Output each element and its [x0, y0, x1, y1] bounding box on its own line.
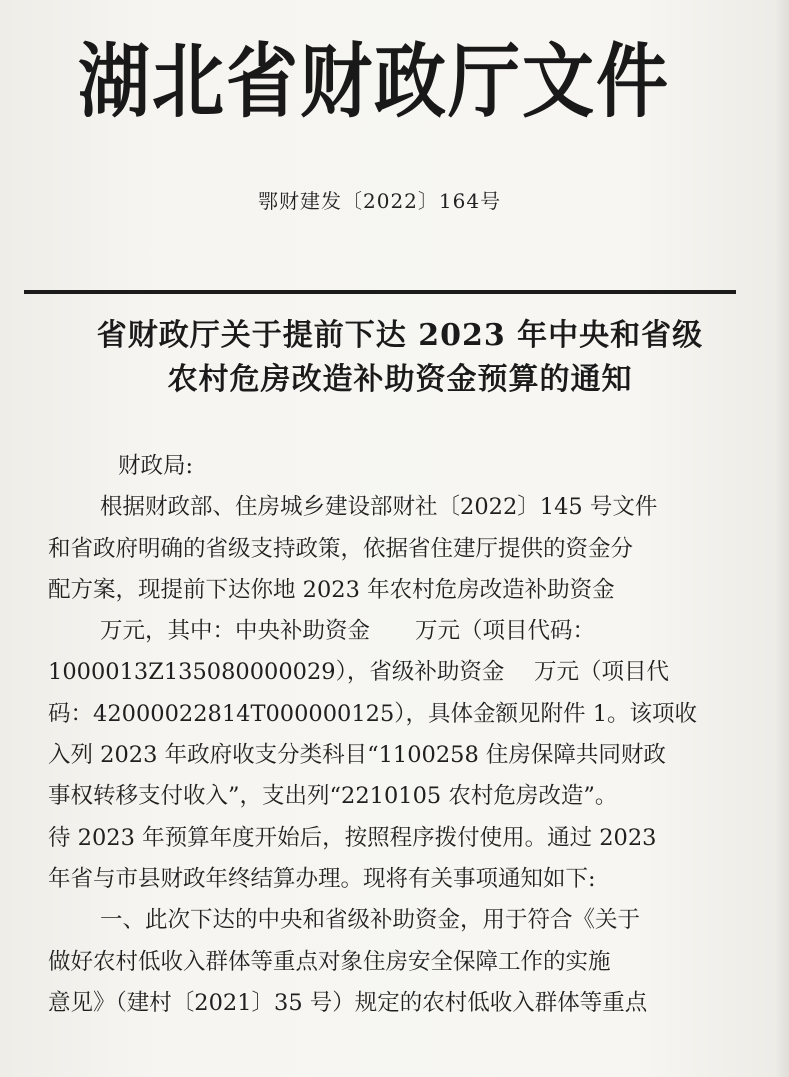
body-line: 配方案，现提前下达你地 2023 年农村危房改造补助资金 [48, 576, 615, 603]
body-line: 待 2023 年预算年度开始后，按照程序拨付使用。通过 2023 [48, 824, 657, 851]
page-edge-shadow [775, 0, 789, 1077]
body-line: 入列 2023 年政府收支分类科目“1100258 住房保障共同财政 [48, 742, 666, 769]
body-line: 码：42000022814T000000125），具体金额见附件 1。该项收 [48, 700, 698, 727]
notice-body [48, 446, 728, 1024]
body-line: 和省政府明确的省级支持政策，依据省住建厅提供的资金分 [48, 535, 634, 562]
body-line: 一、此次下达的中央和省级补助资金，用于符合《关于 [100, 907, 641, 934]
body-line: 1000013Z135080000029），省级补助资金 万元（项目代 [48, 659, 670, 686]
body-line: 万元，其中：中央补助资金 万元（项目代码： [100, 618, 596, 645]
body-line: 做好农村低收入群体等重点对象住房安全保障工作的实施 [48, 948, 611, 975]
header-divider [24, 290, 736, 294]
document-masthead: 湖北省财政厅文件 [78, 34, 671, 129]
notice-title [60, 314, 740, 402]
body-line: 年省与市县财政年终结算办理。现将有关事项通知如下: [48, 865, 596, 892]
body-line: 意见》（建村〔2021〕35 号）规定的农村低收入群体等重点 [48, 989, 648, 1016]
notice-title-line: 省财政厅关于提前下达 2023 年中央和省级 [96, 318, 704, 353]
body-line: 事权转移支付收入”，支出列“2210105 农村危房改造”。 [48, 783, 618, 810]
body-line: 根据财政部、住房城乡建设部财社〔2022〕145 号文件 [100, 494, 658, 521]
salutation: 财政局: [118, 453, 194, 479]
document-number: 鄂财建发〔2022〕164号 [258, 189, 502, 213]
notice-title-line: 农村危房改造补助资金预算的通知 [167, 362, 633, 397]
